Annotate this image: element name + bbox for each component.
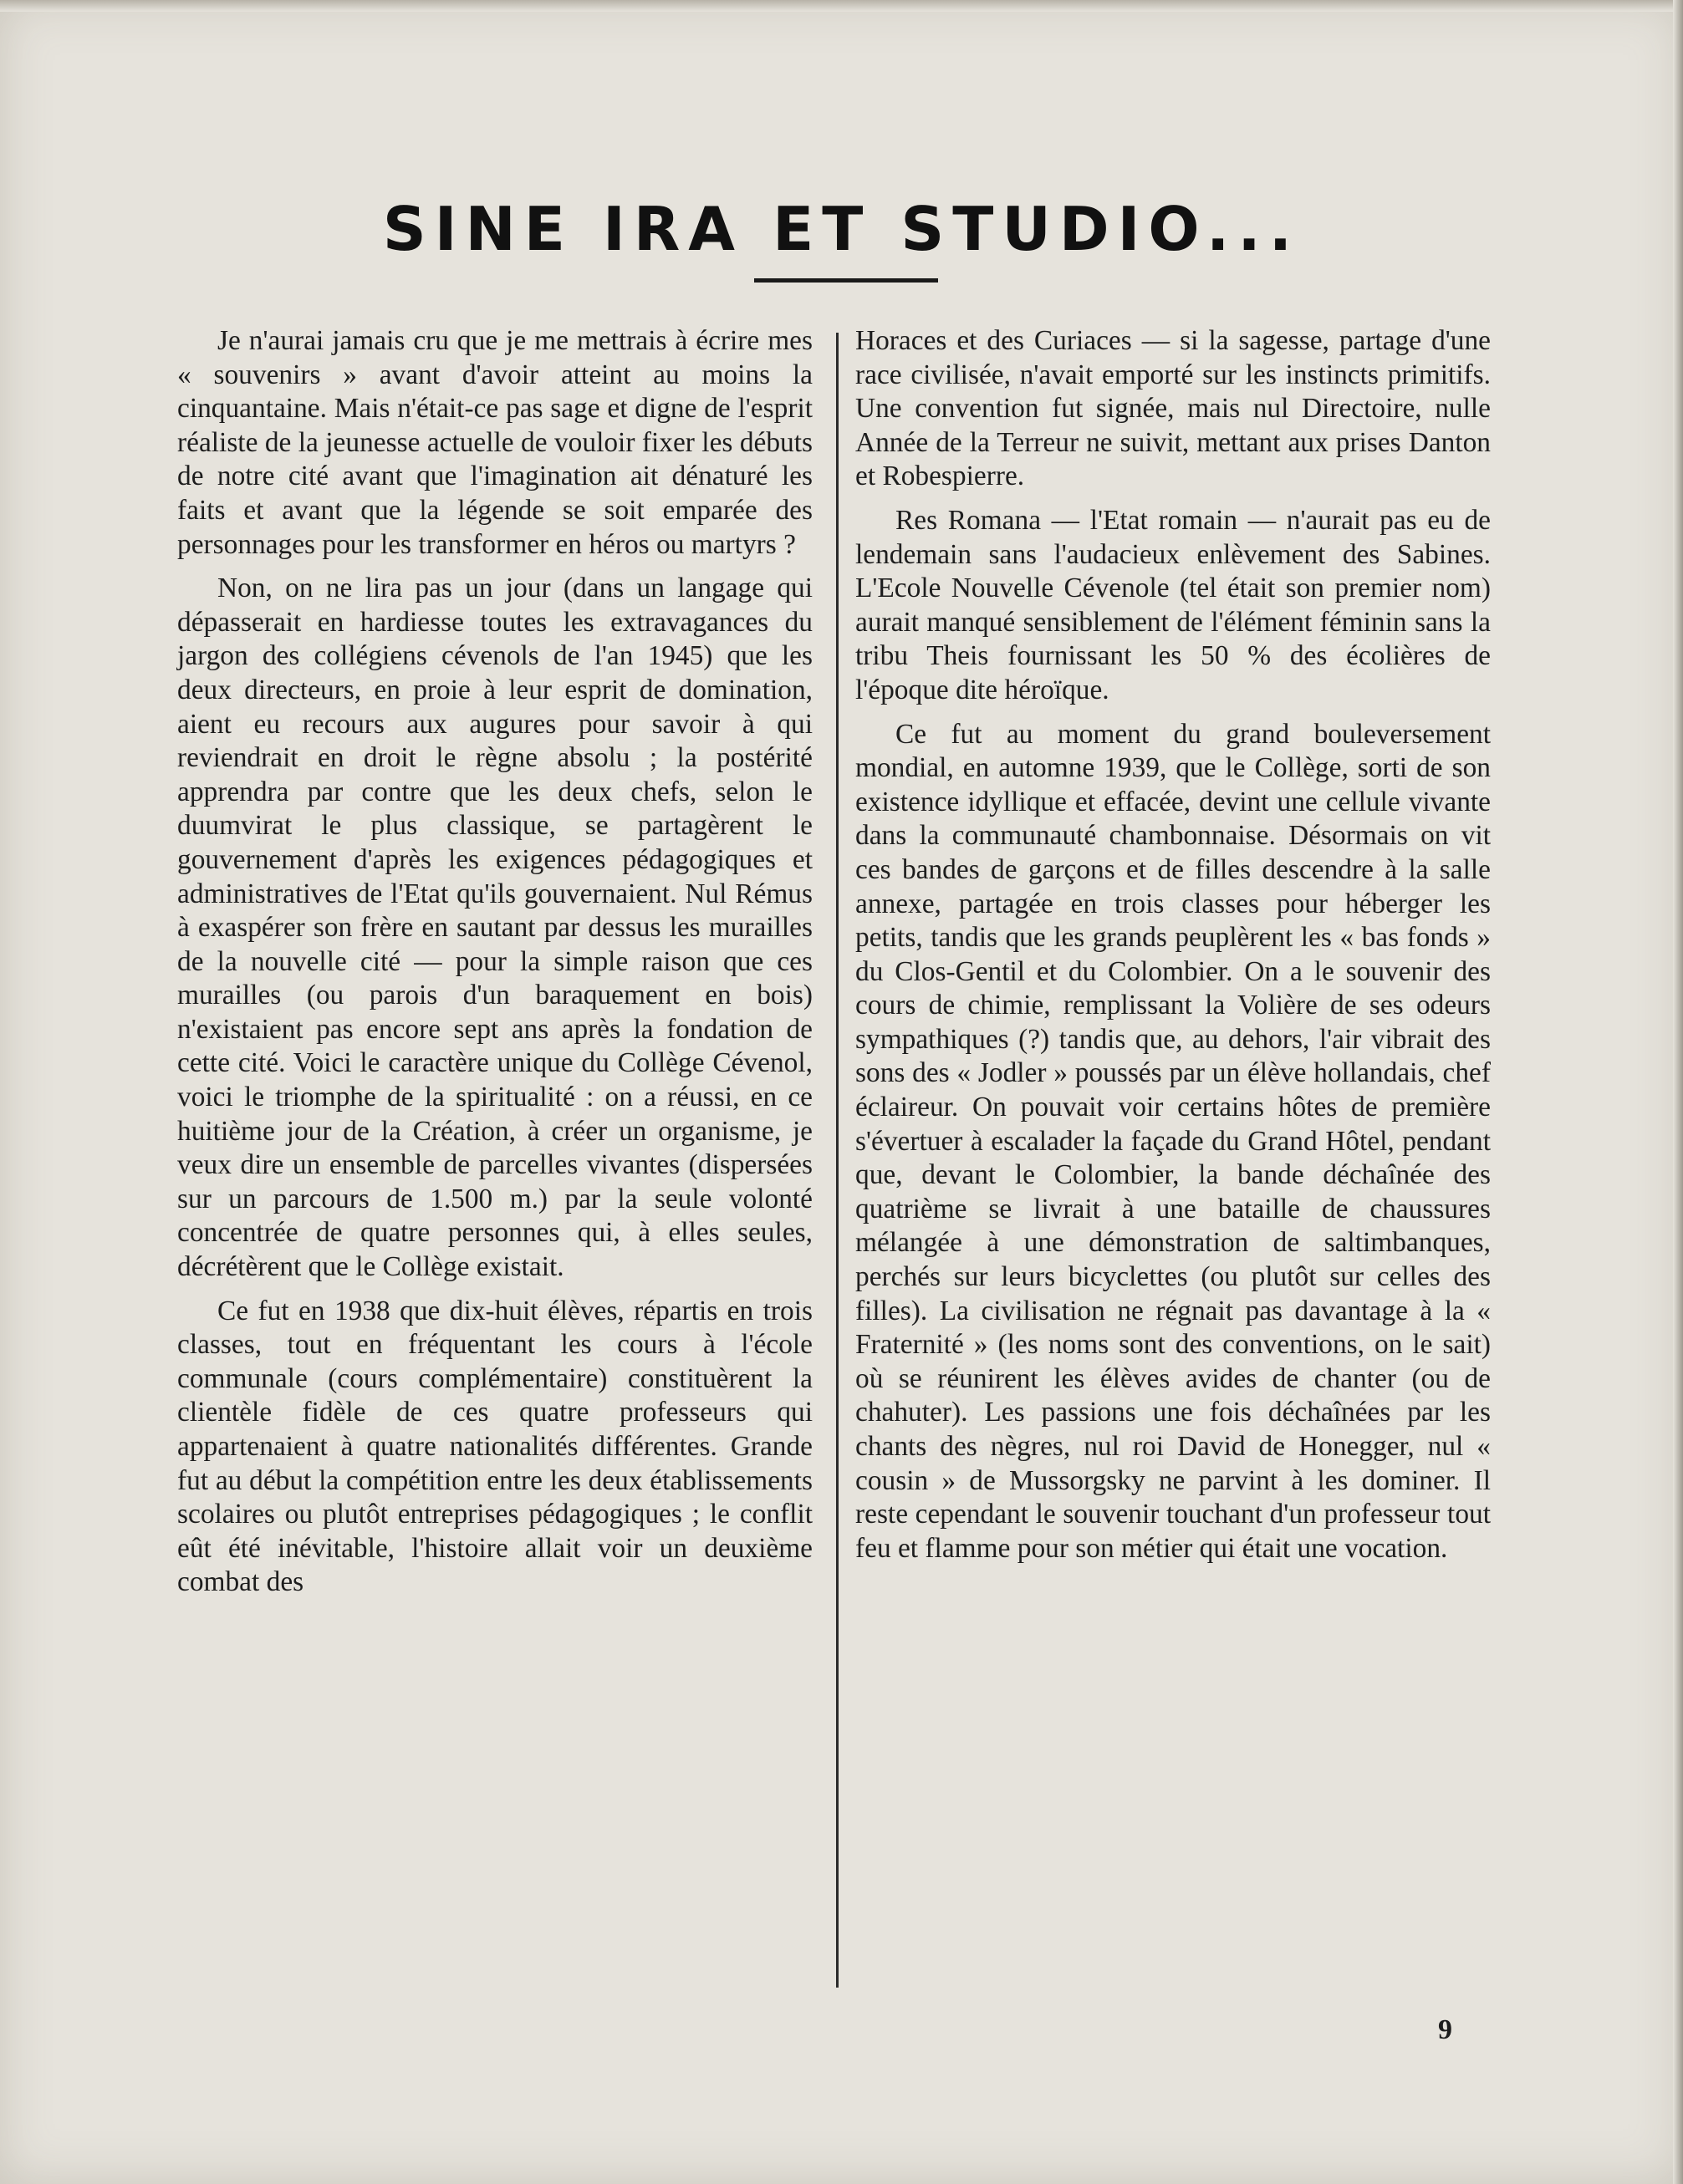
page-right-edge bbox=[1673, 0, 1683, 2184]
paragraph: Horaces et des Curiaces — si la sagesse, partage d'une race civilisée, n'avait emporté sur les instincts primitifs. Une convention fut signée, mais nul Directoire, nulle Année de la Terreur ne suivit, mettant aux prises Danton et Robespierre. bbox=[855, 325, 1491, 492]
title-underline bbox=[754, 278, 938, 283]
column-divider bbox=[836, 333, 839, 1988]
paragraph: Non, on ne lira pas un jour (dans un langage qui dépasserait en hardiesse toutes les extravagances du jargon des collégiens cévenols de l'an 1945) que les deux directeurs, en proie à leur esprit de domination, aient eu recours aux augures pour savoir à qui reviendrait en droit le règne absolu ; la postérité apprendra par contre que les deux chefs, selon le duumvirat le plus classique, se partagèrent le gouvernement d'après les exigences pédagogiques et administratives de l'Etat qu'ils gouvernaient. Nul Rémus à exaspérer son frère en sautant par dessus les murailles de la nouvelle cité — pour la simple raison que ces murailles (ou parois d'un baraquement en bois) n'existaient pas encore sept ans après la fondation de cette cité. Voici le caractère unique du Collège Cévenol, voici le triomphe de la spiritualité : on a réussi, en ce huitième jour de la Création, à créer un organisme, je veux dire un ensemble de parcelles vivantes (dispersées sur un parcours de 1.500 m.) par la seule volonté concentrée de quatre personnes qui, à elles seules, décrétèrent que le Collège existait. bbox=[177, 573, 813, 1283]
paragraph: Res Romana — l'Etat romain — n'aurait pas eu de lendemain sans l'audacieux enlèvement des Sabines. L'Ecole Nouvelle Cévenole (tel était son premier nom) aurait manqué sensiblement de l'élément féminin sans la tribu Theis fournissant les 50 % des écolières de l'époque dite héroïque. bbox=[855, 504, 1491, 705]
paragraph: Ce fut au moment du grand bouleversement mondial, en automne 1939, que le Collège, sorti de son existence idyllique et effacée, devint une cellule vivante dans la communauté chambonnaise. Désormais on vit ces bandes de garçons et de filles descendre à la salle annexe, partagée en trois classes pour héberger les petits, tandis que les grands peuplèrent les « bas fonds » du Clos-Gentil et du Colombier. On a le souvenir des cours de chimie, remplissant la Volière de ses odeurs sympathiques (?) tandis que, au dehors, l'air vibrait des sons des « Jodler » poussés par un élève hollandais, chef éclaireur. On pouvait voir certains hôtes de première s'évertuer à escalader la façade du Grand Hôtel, pendant que, devant le Colombier, la bande déchaînée des quatrième se livrait à une bataille de chaussures mélangée à une démonstration de saltimbanques, perchés sur leurs bicyclettes (ou plutôt sur celles des filles). La civilisation ne régnait pas davantage à la « Fraternité » (les noms sont des conventions, on le sait) où se réunirent les élèves avides de chanter (ou de chahuter). Les passions une fois déchaînées par les chants des nègres, nul roi David de Honegger, nul « cousin » de Mussorgsky ne parvint à les dominer. Il reste cependant le souvenir touchant d'un professeur tout feu et flamme pour son métier qui était une vocation. bbox=[855, 718, 1491, 1564]
paragraph: Ce fut en 1938 que dix-huit élèves, répartis en trois classes, tout en fréquentant les cours à l'école communale (cours complémentaire) constituèrent la clientèle fidèle de ces quatre professeurs qui appartenaient à quatre nationalités différentes. Grande fut au début la compétition entre les deux établissements scolaires ou plutôt entreprises pédagogiques ; le conflit eût été inévitable, l'histoire allait voir un deuxième combat des bbox=[177, 1295, 813, 1598]
page-top-edge bbox=[0, 0, 1683, 12]
article-title: SINE IRA ET STUDIO... bbox=[382, 194, 1301, 264]
left-column bbox=[177, 324, 813, 1610]
paragraph: Je n'aurai jamais cru que je me mettrais à écrire mes « souvenirs » avant d'avoir atteint au moins la cinquantaine. Mais n'était-ce pas sage et digne de l'esprit réaliste de la jeunesse actuelle de vouloir fixer les débuts de notre cité avant que l'imagination ait dénaturé les faits et avant que la légende se soit emparée des personnages pour les transformer en héros ou martyrs ? bbox=[177, 325, 813, 560]
page-number: 9 bbox=[1438, 2014, 1452, 2045]
right-column bbox=[855, 324, 1491, 1576]
